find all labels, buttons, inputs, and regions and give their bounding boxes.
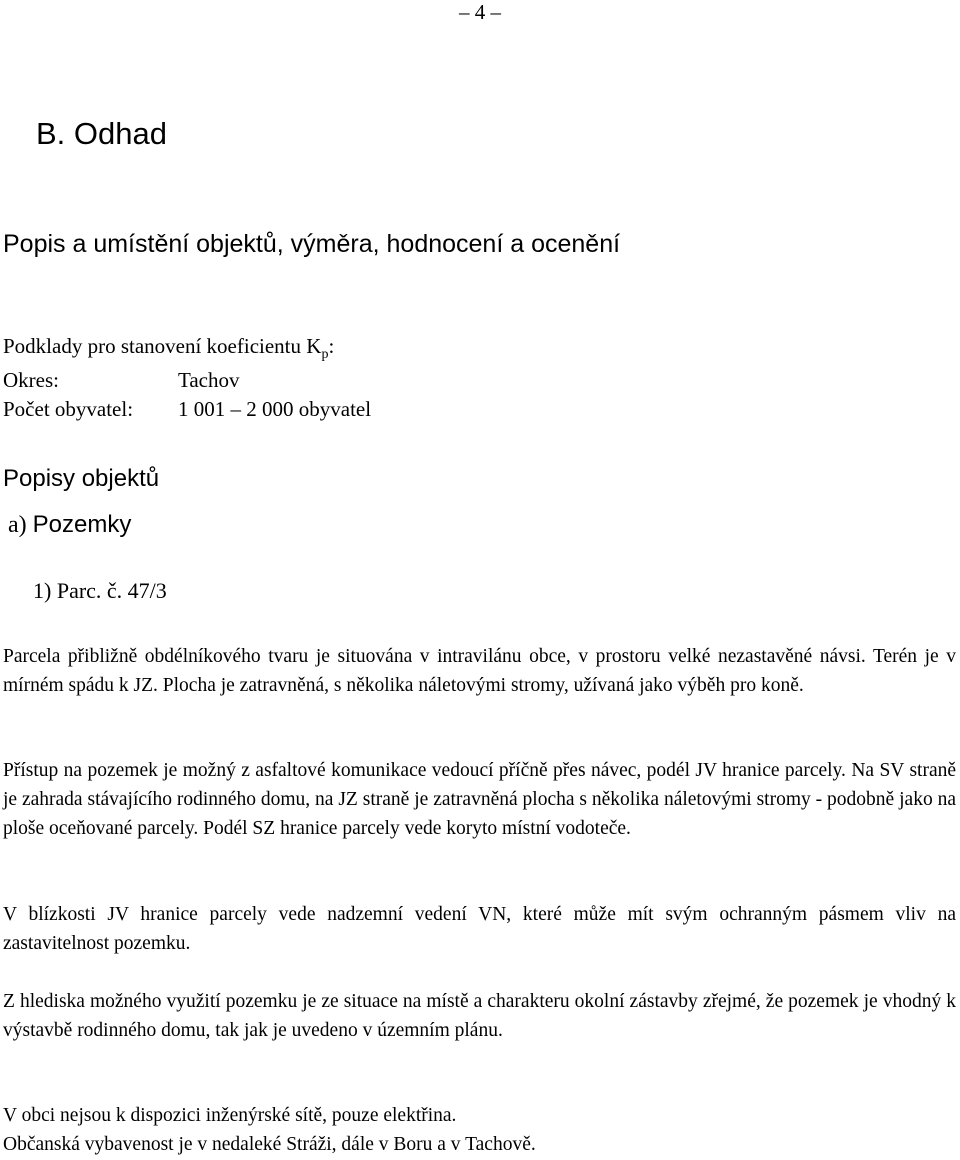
main-heading: Popis a umístění objektů, výměra, hodnocení a ocenění <box>3 230 621 258</box>
pocet-obyvatel-row <box>3 396 371 422</box>
list-item-pozemky <box>8 510 131 540</box>
okres-row <box>3 367 240 393</box>
koeficient-heading-text: Podklady pro stanovení koeficientu K <box>3 334 322 358</box>
okres-value: Tachov <box>178 368 240 392</box>
list-item-marker: a) <box>8 512 27 538</box>
okres-label: Okres: <box>3 368 59 392</box>
pocet-obyvatel-value: 1 001 – 2 000 obyvatel <box>178 397 372 421</box>
popisy-objektu-heading: Popisy objektů <box>3 465 160 492</box>
page-number: – 4 – <box>459 0 501 24</box>
koeficient-heading <box>3 333 334 368</box>
pocet-obyvatel-label: Počet obyvatel: <box>3 397 134 421</box>
paragraph-vybavenost: Občanská vybavenost je v nedaleké Stráži, dále v Boru a v Tachově. <box>3 1134 536 1155</box>
list-item-label: Parc. č. 47/3 <box>56 578 167 603</box>
paragraph-vyuziti: Z hlediska možného využití pozemku je ze situace na místě a charakteru okolní zástavby zřejmé, že pozemek je vhodný k výstavbě rodinného domu, tak jak je uvedeno v územním plánu. <box>3 991 956 1041</box>
koeficient-heading-subscript: p <box>321 347 329 362</box>
list-item-marker: 1) <box>33 578 52 603</box>
paragraph-site: V obci nejsou k dispozici inženýrské sítě, pouze elektřina. <box>3 1105 457 1126</box>
section-title: B. Odhad <box>36 116 167 151</box>
list-item-parcela <box>33 577 167 605</box>
koeficient-heading-colon: : <box>328 334 335 358</box>
paragraph-vedeni-vn: V blízkosti JV hranice parcely vede nadzemní vedení VN, které může mít svým ochranným pásmem vliv na zastavitelnost pozemku. <box>3 904 956 954</box>
list-item-label: Pozemky <box>32 511 132 538</box>
paragraph-pristup: Přístup na pozemek je možný z asfaltové komunikace vedoucí příčně přes návec, podél JV hranice parcely. Na SV straně je zahrada stávajícího rodinného domu, na JZ straně je zatravněná plocha s několika náletovými stromy - podobně jako na ploše oceňované parcely. Podél SZ hranice parcely vede koryto místní vodoteče. <box>3 760 956 839</box>
paragraph-popis-parcely: Parcela přibližně obdélníkového tvaru je situována v intravilánu obce, v prostoru velké nezastavěné návsi. Terén je v mírném spádu k JZ. Plocha je zatravněná, s několika náletovými stromy, užívaná jako výběh pro koně. <box>3 646 956 696</box>
